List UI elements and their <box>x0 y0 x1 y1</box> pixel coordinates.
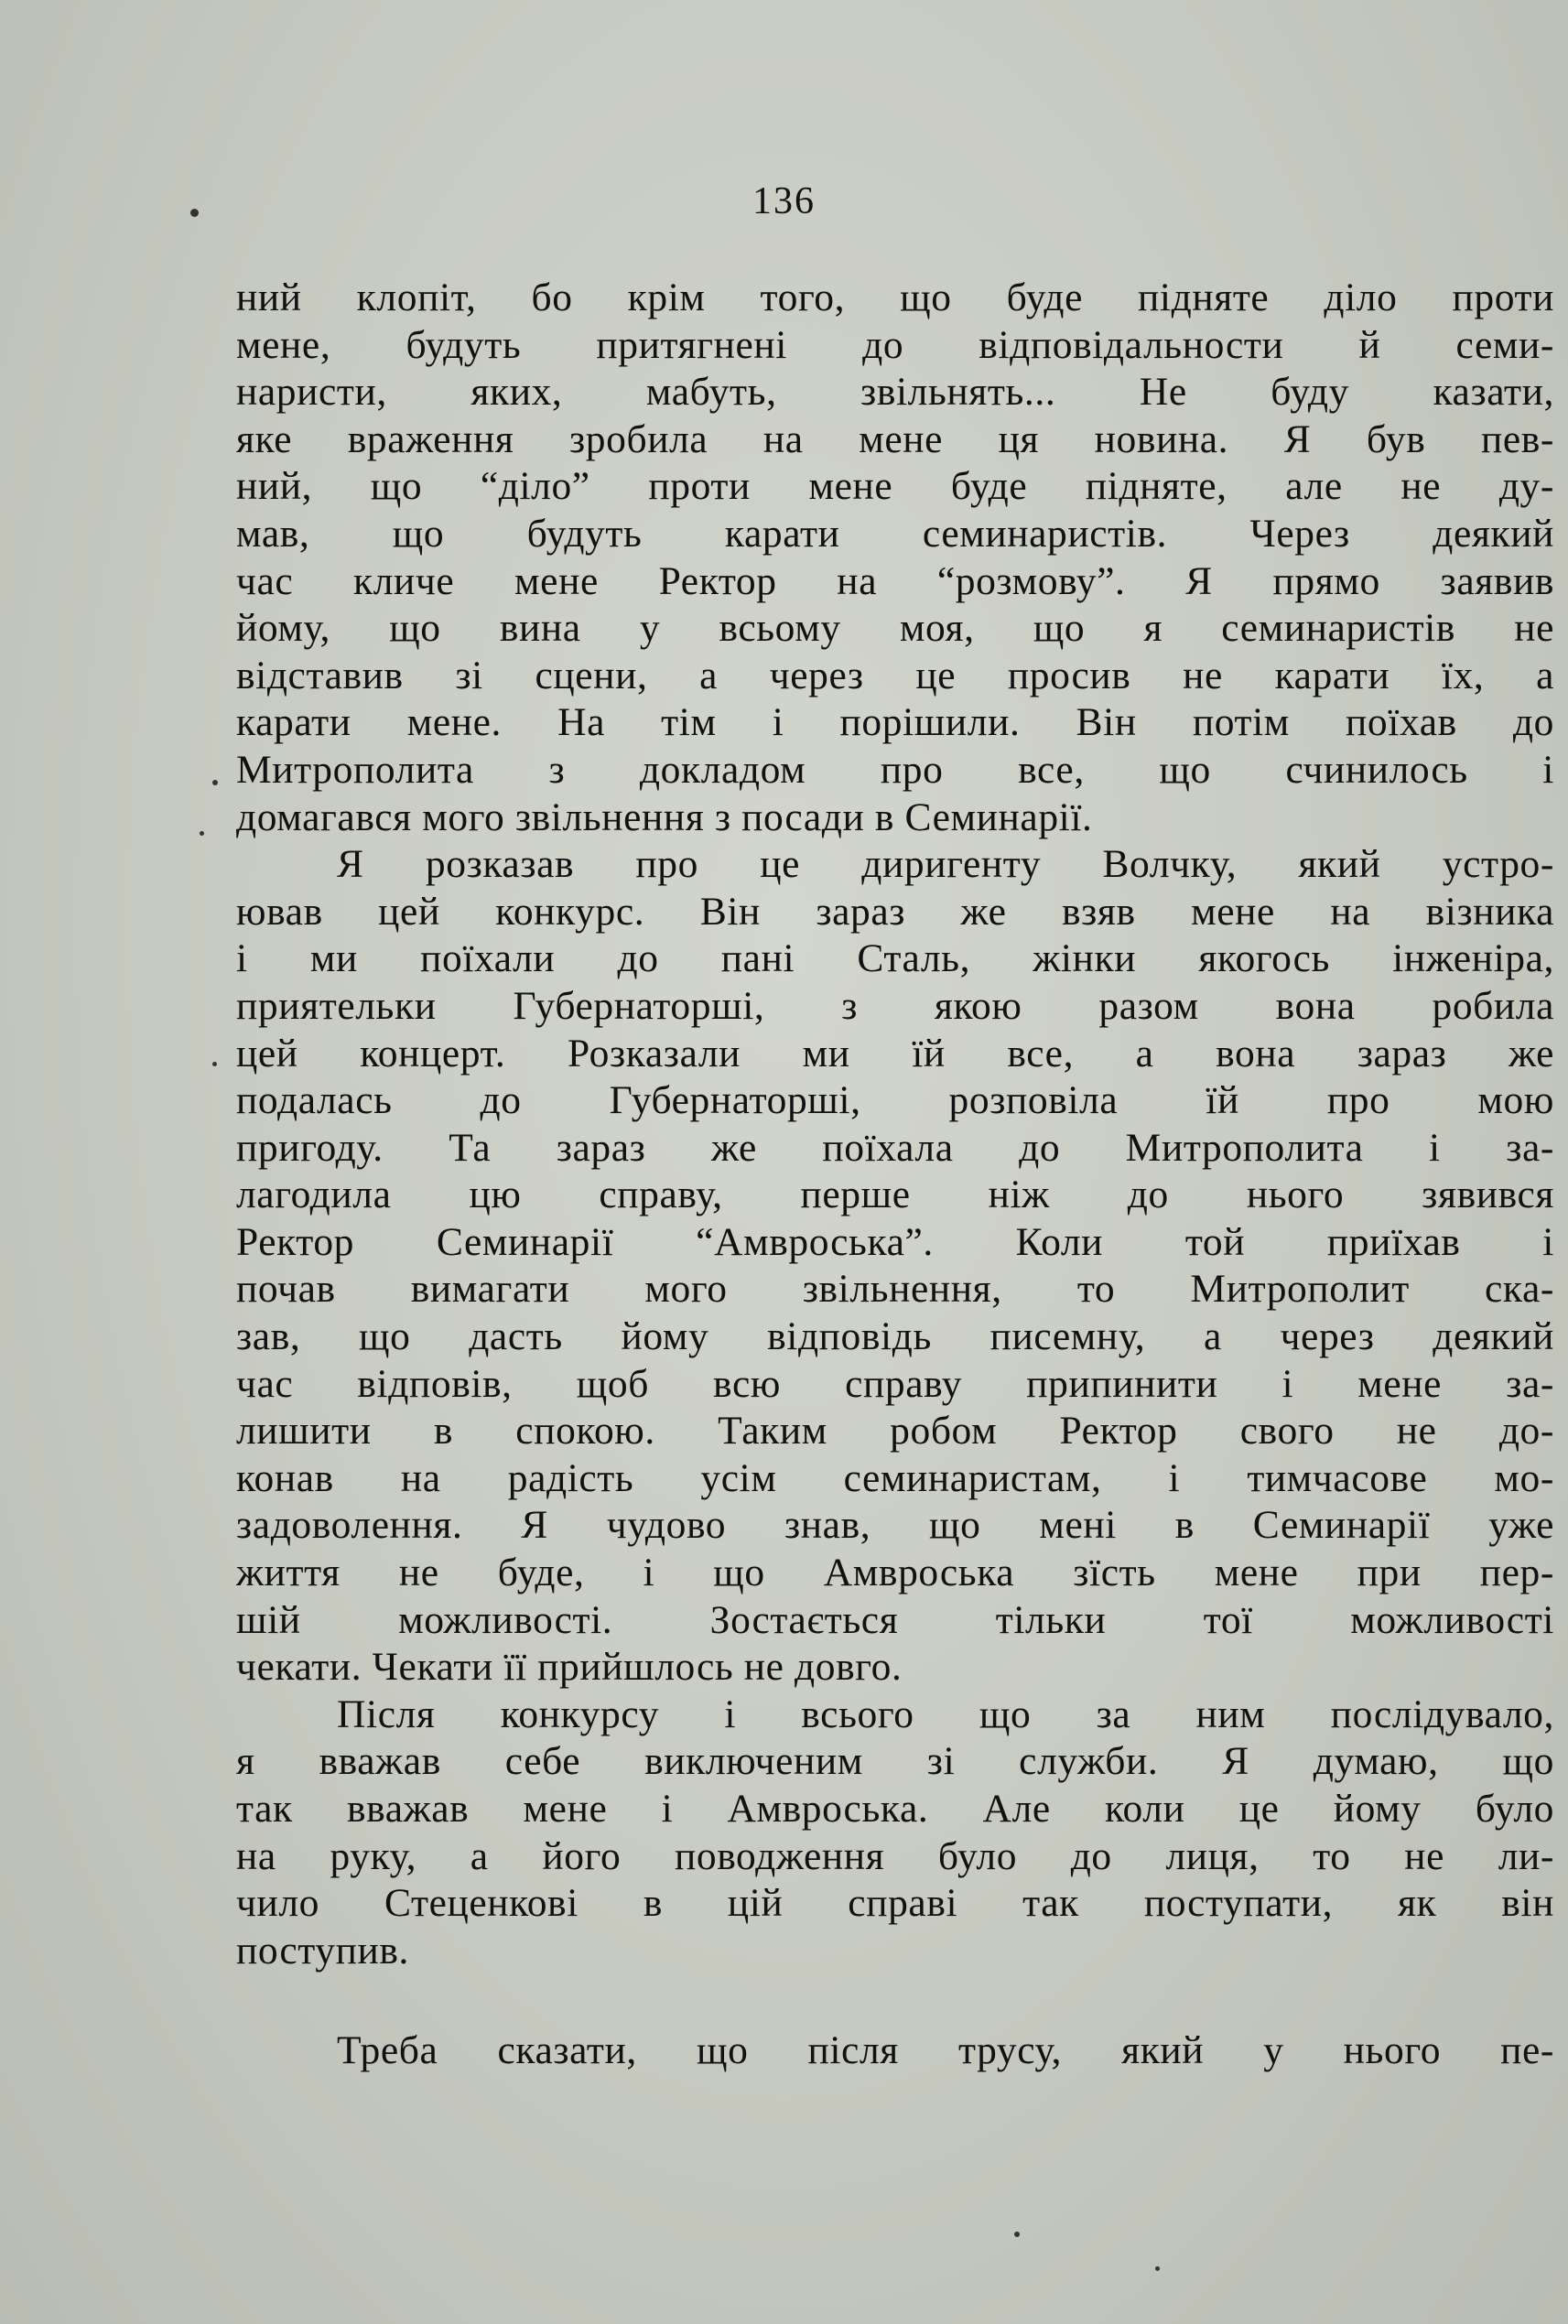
text-line: життя не буде, і що Амвроська зїсть мене при пер- <box>236 1551 1554 1595</box>
text-line: ював цей конкурс. Він зараз же взяв мене на візника <box>236 889 1554 934</box>
text-line: ний, що “діло” проти мене буде підняте, але не ду- <box>236 464 1554 509</box>
text-line: приятельки Губернаторші, з якою разом вона робила <box>236 983 1554 1028</box>
text-line: ний клопіт, бо крім того, що буде підняте діло проти <box>236 276 1554 319</box>
paragraph-first-line: Я розказав про це диригенту Волчку, який устро- <box>337 842 1554 887</box>
text-line: конав на радість усім семинаристам, і тимчасове мо- <box>236 1455 1554 1500</box>
text-line: Митрополита з докладом про все, що счинилось і <box>236 747 1554 792</box>
text-line: Ректор Семинарії “Амвроська”. Коли той приїхав і <box>236 1219 1554 1264</box>
body-text <box>236 275 1554 2075</box>
text-line: час відповів, щоб всю справу припинити і мене за- <box>236 1361 1554 1406</box>
text-line: домагався мого звільнення з посади в Семинарії. <box>236 794 1093 839</box>
text-line: мене, будуть притягнені до відповідальности й семи- <box>236 322 1554 367</box>
text-line: йому, що вина у всьому моя, що я семинаристів не <box>236 606 1554 651</box>
text-line: шій можливості. Зостається тільки тої можливості <box>236 1597 1554 1642</box>
paper-speck <box>212 1062 217 1066</box>
text-line: почав вимагати мого звільнення, то Митрополит ска- <box>236 1267 1554 1312</box>
page-number: 136 <box>752 180 816 222</box>
text-line: пригоду. Та зараз же поїхала до Митрополита і за- <box>236 1125 1554 1170</box>
paragraph-gap <box>236 1974 1554 2027</box>
paper-speck <box>200 831 204 836</box>
text-line: карати мене. На тім і порішили. Він потім поїхав до <box>236 700 1554 745</box>
text-line: поступив. <box>236 1928 409 1973</box>
text-line: і ми поїхали до пані Сталь, жінки якогось інженіра, <box>236 936 1554 981</box>
text-line: так вважав мене і Амвроська. Але коли це йому було <box>236 1787 1554 1831</box>
text-line: яке враження зробила на мене ця новина. Я був пев- <box>236 416 1554 461</box>
text-line: на руку, а його поводження було до лиця, то не ли- <box>236 1833 1554 1878</box>
text-line: мав, що будуть карати семинаристів. Через деякий <box>236 511 1554 556</box>
text-line: відставив зі сцени, а через це просив не карати їх, а <box>236 653 1554 697</box>
text-line: я вважав себе виключеним зі служби. Я думаю, що <box>236 1739 1554 1784</box>
text-line: задоволення. Я чудово знав, що мені в Семинарії уже <box>236 1503 1554 1548</box>
paper-speck <box>1014 2232 1020 2237</box>
text-line: лагодила цю справу, перше ніж до нього зявився <box>236 1173 1554 1217</box>
text-line: лишити в спокою. Таким робом Ректор свого не до- <box>236 1409 1554 1454</box>
text-line: час кличе мене Ректор на “розмову”. Я прямо заявив <box>236 558 1554 603</box>
text-line: подалась до Губернаторші, розповіла їй про мою <box>236 1078 1554 1123</box>
text-line: цей концерт. Розказали ми їй все, а вона зараз же <box>236 1031 1554 1076</box>
paragraph-first-line: Після конкурсу і всього що за ним послідувало, <box>337 1692 1554 1736</box>
paper-speck <box>212 780 218 785</box>
text-line: наристи, яких, мабуть, звільнять... Не буду казати, <box>236 370 1554 415</box>
paper-speck <box>1155 2266 1160 2271</box>
paper-speck <box>190 209 199 217</box>
paragraph-first-line: Треба сказати, що після трусу, який у нього пе- <box>337 2028 1554 2073</box>
text-line: чило Стеценкові в цій справі так поступати, як він <box>236 1881 1554 1926</box>
text-line: чекати. Чекати її прийшлось не довго. <box>236 1645 903 1690</box>
text-line: зав, що дасть йому відповідь писемну, а через деякий <box>236 1314 1554 1359</box>
